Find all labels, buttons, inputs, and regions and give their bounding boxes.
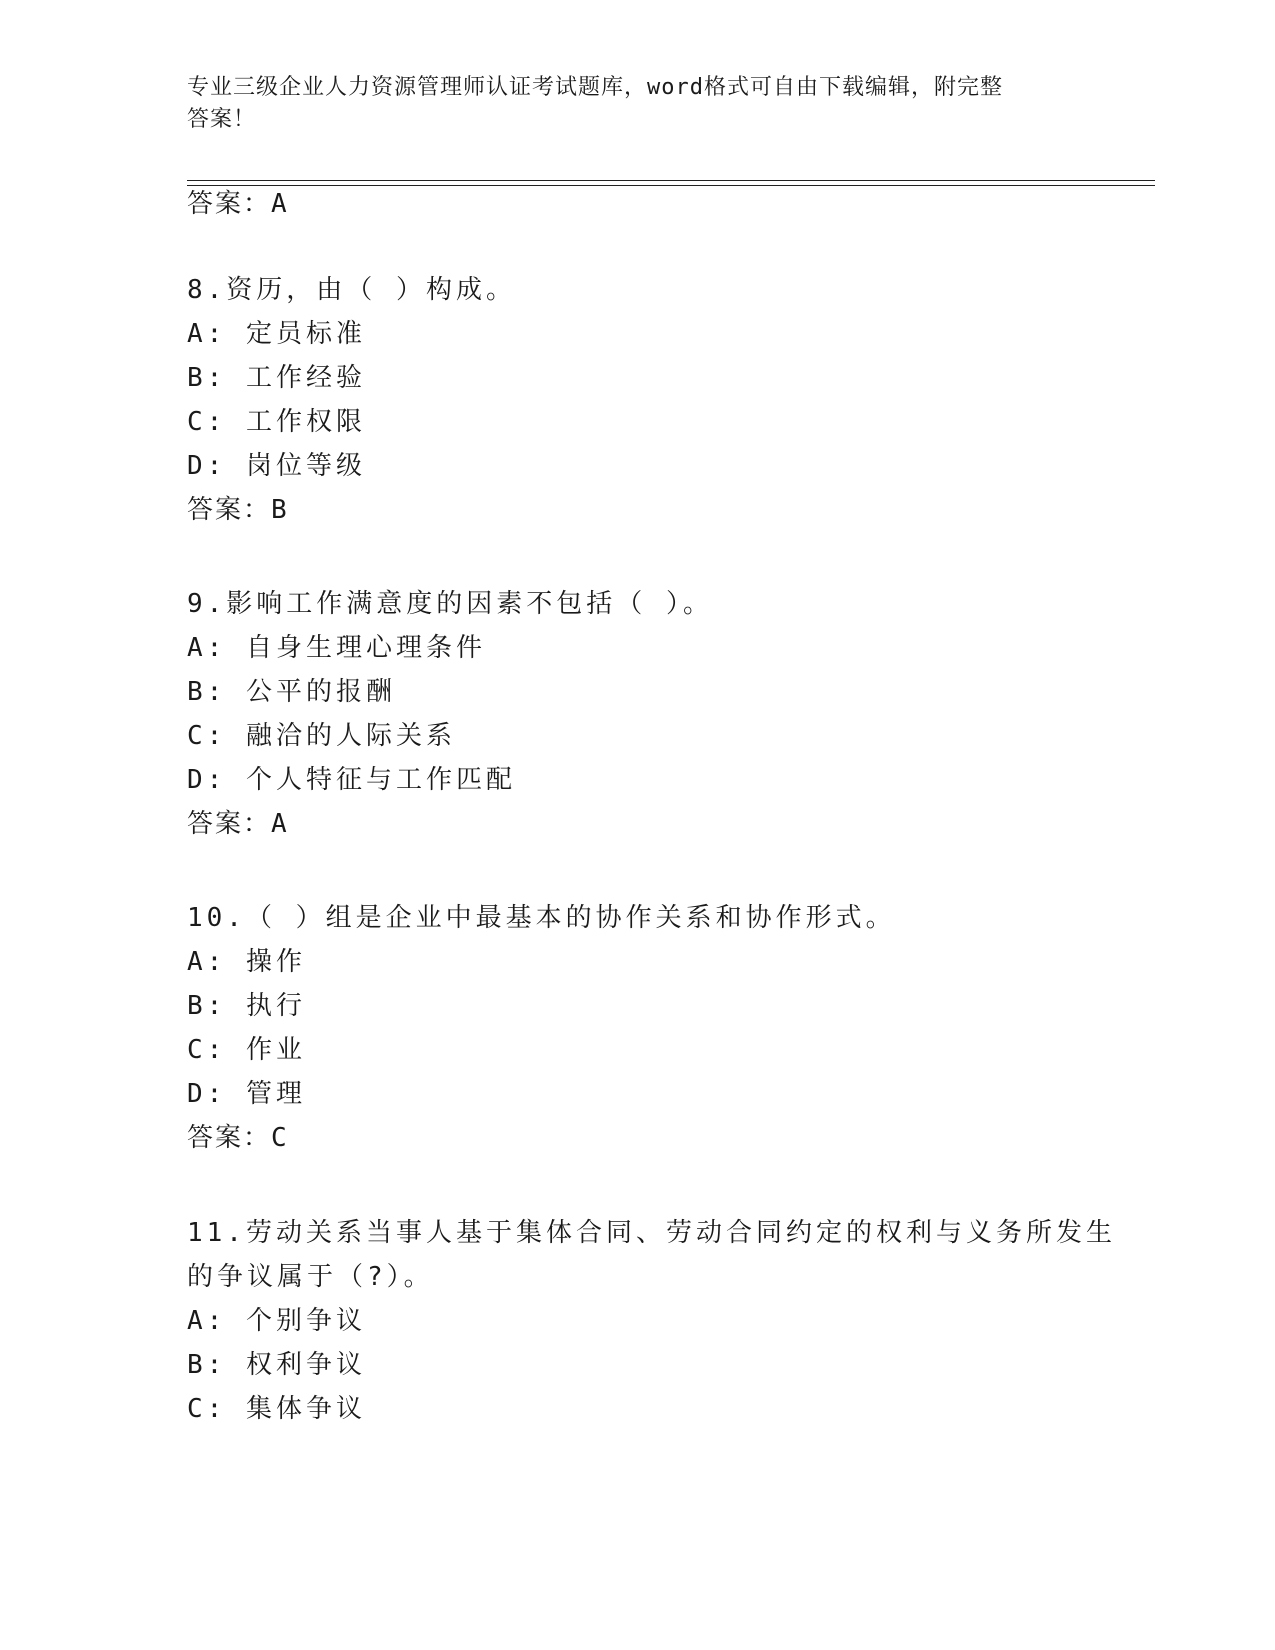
- question-10-option-b: B: 执行: [187, 991, 306, 1021]
- question-11-stem-line-1: 11.劳动关系当事人基于集体合同、劳动合同约定的权利与义务所发生: [187, 1218, 1116, 1248]
- question-10-stem: 10.（ ）组是企业中最基本的协作关系和协作形式。: [187, 903, 896, 933]
- question-9-answer: 答案：A: [187, 809, 289, 839]
- question-8-option-b: B: 工作经验: [187, 363, 366, 393]
- question-9-option-b: B: 公平的报酬: [187, 677, 396, 707]
- question-11-option-a: A: 个别争议: [187, 1306, 366, 1336]
- question-8-answer: 答案：B: [187, 495, 289, 525]
- header-divider-top: [187, 180, 1155, 181]
- question-8-option-d: D: 岗位等级: [187, 451, 366, 481]
- question-8-option-a: A: 定员标准: [187, 319, 366, 349]
- question-9-option-a: A: 自身生理心理条件: [187, 633, 486, 663]
- document-header: [187, 72, 1087, 136]
- question-8-stem: 8.资历，由（ ）构成。: [187, 275, 516, 305]
- question-10-option-a: A: 操作: [187, 947, 306, 977]
- question-11-option-c: C: 集体争议: [187, 1394, 366, 1424]
- question-9-option-c: C: 融洽的人际关系: [187, 721, 456, 751]
- header-line-2: 答案！: [187, 107, 257, 132]
- question-8-option-c: C: 工作权限: [187, 407, 366, 437]
- question-9-stem: 9.影响工作满意度的因素不包括（ ）。: [187, 589, 713, 619]
- answer-line: 答案：A: [187, 189, 289, 219]
- question-10-option-d: D: 管理: [187, 1079, 306, 1109]
- header-divider-bottom: [187, 185, 1155, 186]
- question-11-stem-line-2: 的争议属于（?）。: [187, 1262, 434, 1292]
- question-9-option-d: D: 个人特征与工作匹配: [187, 765, 516, 795]
- question-11-option-b: B: 权利争议: [187, 1350, 366, 1380]
- question-10-answer: 答案：C: [187, 1123, 289, 1153]
- question-10-option-c: C: 作业: [187, 1035, 306, 1065]
- header-line-1: 专业三级企业人力资源管理师认证考试题库，word格式可自由下载编辑，附完整: [187, 75, 1003, 100]
